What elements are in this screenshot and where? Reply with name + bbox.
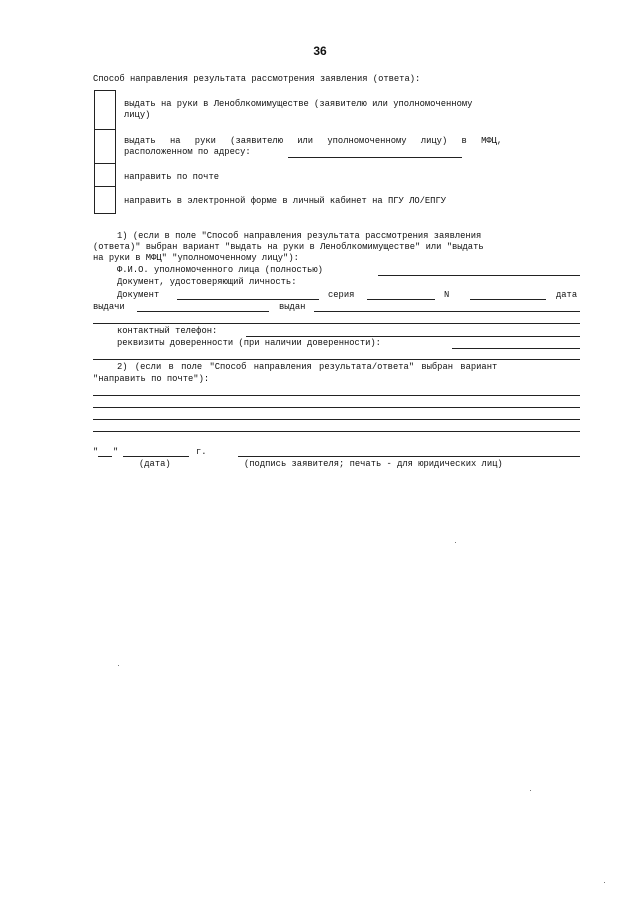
option-1-line-1 bbox=[124, 99, 580, 110]
checkbox-column bbox=[94, 90, 116, 214]
issue-date-field[interactable] bbox=[137, 311, 269, 312]
document-field[interactable] bbox=[177, 299, 319, 300]
option-2-line-1: выдать на руки (заявителю или уполномоченному лицу) в МФЦ, bbox=[124, 136, 503, 146]
option-3-text: направить по почте bbox=[124, 172, 220, 182]
date-caption: (дата) bbox=[139, 459, 171, 469]
fio-field[interactable] bbox=[378, 275, 580, 276]
signature-caption: (подпись заявителя; печать - для юридических лиц) bbox=[244, 459, 503, 469]
option-2-line-2: расположенном по адресу: bbox=[124, 147, 251, 157]
scan-speck bbox=[604, 882, 605, 883]
date-quote-close: " bbox=[113, 447, 119, 457]
checkbox-option-4[interactable] bbox=[95, 187, 115, 213]
section1-line-3: на руки в МФЦ" "уполномоченному лицу"): bbox=[93, 253, 299, 263]
option-4-text: направить в электронной форме в личный кабинет на ПГУ ЛО/ЕПГУ bbox=[124, 196, 447, 206]
day-field[interactable] bbox=[98, 456, 112, 457]
section1-line-1: 1) (если в поле "Способ направления результата рассмотрения заявления bbox=[117, 231, 482, 241]
issue-label: выдачи bbox=[93, 302, 125, 312]
issued-by-field[interactable] bbox=[314, 311, 580, 312]
document-label: Документ bbox=[117, 290, 160, 300]
postal-address-line-4[interactable] bbox=[93, 431, 580, 432]
fio-label: Ф.И.О. уполномоченного лица (полностью) bbox=[117, 265, 323, 275]
series-field[interactable] bbox=[367, 299, 435, 300]
date-label: дата bbox=[556, 290, 578, 300]
scan-speck bbox=[530, 790, 531, 791]
date-quote-open: " bbox=[93, 447, 99, 457]
page-number: 36 bbox=[313, 44, 327, 58]
checkbox-option-1[interactable] bbox=[95, 91, 115, 130]
address-field[interactable] bbox=[288, 157, 462, 158]
scan-speck bbox=[118, 665, 119, 666]
scan-speck bbox=[455, 542, 456, 543]
issued-by-label: выдан bbox=[279, 302, 306, 312]
month-field[interactable] bbox=[123, 456, 189, 457]
option-1-line-2: лицу) bbox=[124, 110, 151, 120]
delivery-method-heading: Способ направления результата рассмотрения заявления (ответа): bbox=[93, 74, 421, 84]
power-of-attorney-label: реквизиты доверенности (при наличии доверенности): bbox=[117, 338, 381, 348]
phone-field[interactable] bbox=[246, 336, 580, 337]
identity-doc-label: Документ, удостоверяющий личность: bbox=[117, 277, 297, 287]
year-suffix: г. bbox=[196, 447, 207, 457]
section1-line-2: (ответа)" выбран вариант "выдать на руки в Леноблкомимуществе" или "выдать bbox=[93, 242, 484, 252]
postal-address-line-1[interactable] bbox=[93, 395, 580, 396]
number-field[interactable] bbox=[470, 299, 546, 300]
signature-field[interactable] bbox=[238, 456, 580, 457]
checkbox-option-2[interactable] bbox=[95, 130, 115, 164]
issued-by-continuation-line[interactable] bbox=[93, 323, 580, 324]
section2-line-2: "направить по почте"): bbox=[93, 374, 210, 384]
number-label: N bbox=[444, 290, 450, 300]
option-1-text: выдать на руки в Леноблкомимуществе (заявителю или уполномоченному bbox=[124, 99, 473, 109]
section2-line-1: 2) (если в поле "Способ направления результата/ответа" выбран вариант bbox=[117, 362, 498, 372]
series-label: серия bbox=[328, 290, 355, 300]
postal-address-line-2[interactable] bbox=[93, 407, 580, 408]
postal-address-line-3[interactable] bbox=[93, 419, 580, 420]
power-of-attorney-field[interactable] bbox=[452, 348, 580, 349]
power-of-attorney-continuation-line[interactable] bbox=[93, 359, 580, 360]
phone-label: контактный телефон: bbox=[117, 326, 218, 336]
checkbox-option-3[interactable] bbox=[95, 164, 115, 187]
